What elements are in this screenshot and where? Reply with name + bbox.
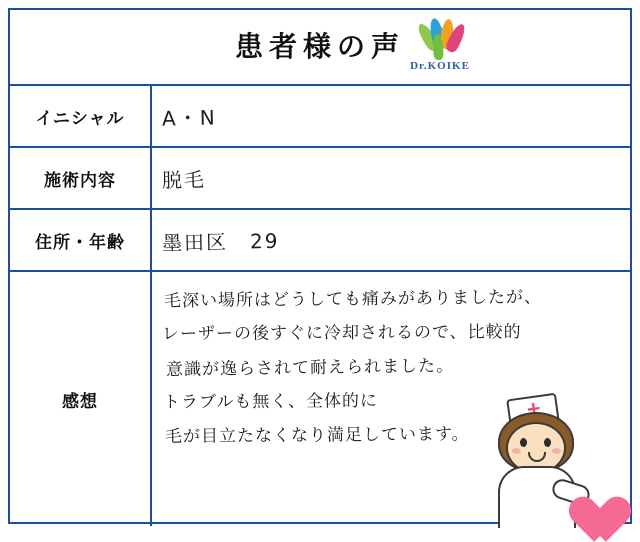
nurse-eye-left [520,438,527,447]
value-impression-cell [152,272,630,526]
impression-line: レーザーの後すぐに冷却されるので、比較的 [161,322,522,345]
value-treatment-cell [152,148,630,208]
label-address-age: 住所・年齢 [10,210,152,270]
impression-line: 毛が目立たなくなり満足しています。 [164,424,470,447]
row-impression [10,272,630,526]
row-address-age [10,210,630,272]
impression-line: トラブルも無く、全体的に [162,391,379,413]
title-row [10,10,630,86]
nurse-cheek-right [552,448,561,454]
impression-line: 毛深い場所はどうしても痛みがありましたが、 [163,287,543,312]
logo-brand-text: Dr.KOIKE [410,60,470,72]
nurse-eye-right [544,438,551,447]
label-treatment: 施術内容 [10,148,152,208]
value-address-age-cell [152,210,630,270]
value-treatment: 脱毛 [161,167,207,192]
testimonial-form [8,8,632,524]
value-address-age: 墨田区 29 [161,228,280,255]
heart-icon [560,472,614,522]
value-initial-cell [152,86,630,146]
flower-logo [400,18,480,80]
row-initial [10,86,630,148]
nurse-cheek-left [512,448,521,454]
label-initial: イニシャル [10,86,152,146]
impression-line: 意識が逸らされて耐えられました。 [165,356,455,381]
page-title: 患者様の声 [234,30,405,63]
row-treatment [10,148,630,210]
value-initial: A・N [161,104,217,131]
nurse-mascot [464,396,624,526]
logo-petals [400,18,480,60]
label-impression: 感想 [10,272,152,526]
